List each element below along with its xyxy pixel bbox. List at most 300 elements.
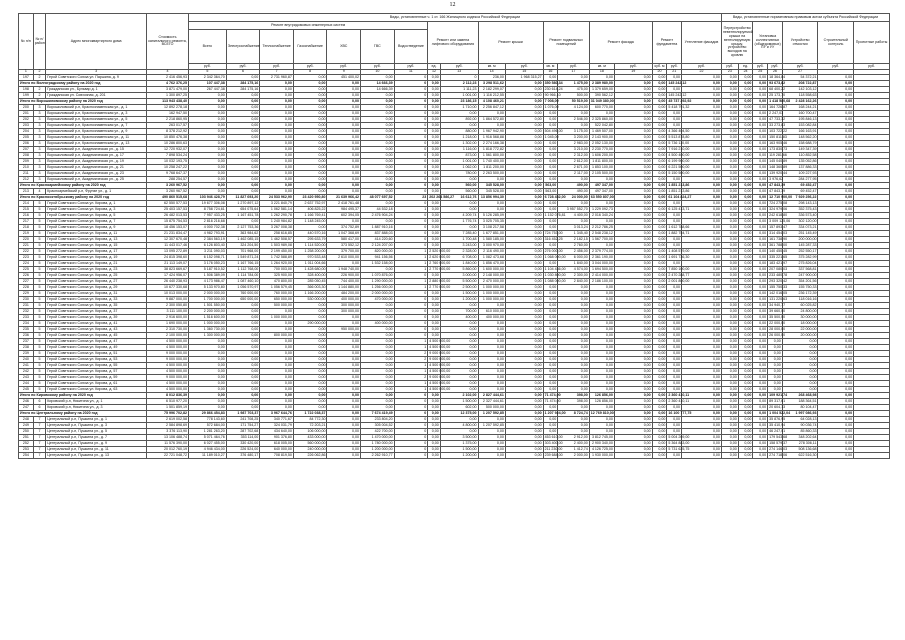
row-value: 0,00 [818,273,854,279]
row-value: 168 244,21 [782,105,818,111]
row-value: 0,00 [293,153,327,159]
row-address: Герой Советского Союза ул. Кирова, д. 17 [46,249,147,255]
row-index: 200 [19,105,34,111]
row-value: 0,00 [738,285,753,291]
row-value: 179 543,68 [769,434,788,439]
row-value: 0,00 [768,363,783,369]
row-value: 2 016 340,24 [589,213,614,219]
row-district: 5 [33,303,46,309]
row-index: 249 [19,423,34,429]
row-value: 0,00 [361,129,395,135]
row-value: 0,00 [327,219,361,225]
row-value: 0,00 [753,291,768,297]
row-value: 0,00 [768,369,783,375]
row-value: 0,00 [614,249,652,255]
row-value: 490,00 [558,183,589,189]
row-value: 984 495,37 [327,207,361,213]
row-value: 0,00 [753,393,768,399]
row-value: 0,00 [818,339,854,345]
row-value: 0,00 [505,399,543,405]
column-number: 10 [361,70,395,75]
row-value: 0,00 [188,99,226,105]
row-value: 0,00 [260,363,294,369]
row-value: 0,00 [738,249,753,255]
row-value: 285 050,45 [293,279,327,285]
row-value: 0,00 [652,381,667,387]
row-value: 22 721 048,72 [147,453,189,459]
row-value: 298 143,13 [782,201,818,207]
row-value: 0,00 [652,369,667,375]
row-value: 0,00 [753,225,768,231]
row-value: 0,00 [260,345,294,351]
row-address: Герой Советского Союза ул. Кирова, д. 33 [46,297,147,303]
row-value: 164 726,87 [769,104,788,109]
row-value: 0 [394,177,428,183]
row-value: 0,00 [652,297,667,303]
row-address: Центральный р-н, Пушкина ул., д. 5 [46,429,147,435]
row-value: 0,00 [327,159,361,165]
row-value: 0,00 [682,249,722,255]
row-value: 6 152 098,71 [188,255,226,261]
row-value: 0,00 [505,375,543,381]
row-value: 0,00 [818,159,854,165]
row-value: 1 742 588,89 [260,255,294,261]
row-address: Герой Советского Союза ул. Кирова, д. 25 [46,273,147,279]
row-value: 0,00 [327,117,361,123]
row-value: 0,00 [721,345,738,351]
row-value: 0,00 [293,171,327,177]
row-index: 209 [19,159,34,165]
subtotal-label: Итого по Ворошиловскому району на 2020 год [19,99,147,105]
row-value: 0 [394,105,428,111]
row-value: 0,00 [505,405,543,411]
row-value: 0,00 [721,159,738,165]
row-value: 0,00 [614,141,652,147]
row-district: 3 [33,123,46,129]
row-value: 0,00 [428,159,441,165]
row-value: 1 068 000,00 [544,254,566,259]
row-value: 0,00 [226,321,260,327]
row-value: 1 011 004,66 [293,261,327,267]
row-value: 2 916 600,00 [147,315,189,321]
row-district: 5 [33,249,46,255]
row-value: 0,00 [361,339,395,345]
row-value: 0,00 [440,207,478,213]
row-value: 0 [394,129,428,135]
row-address: Герой Советского Союза ул. Кирова, д. 63 [46,387,147,393]
row-value: 0,00 [652,315,667,321]
row-value: 0,00 [428,321,441,327]
row-value: 1 600 000,00 [478,267,505,273]
column-number: 21 [667,70,682,75]
row-value: 0,00 [558,201,589,207]
row-value: 0,00 [682,369,722,375]
row-value: 2 300 050,80 [147,303,189,309]
row-value: 4 500 400,00 [668,152,690,157]
row-value: 1 056 579,45 [260,285,294,291]
row-value: 0,00 [505,153,543,159]
row-value: 0,00 [558,303,589,309]
row-value: 0,00 [543,327,558,333]
row-value: 0,00 [188,363,226,369]
row-value: 21 639 966,42 [327,195,361,201]
row-value: 0,00 [478,339,505,345]
row-value: 0,00 [293,87,327,93]
row-value: 0,00 [440,303,478,309]
row-value: 650 000,00 [260,297,294,303]
row-value: 0,00 [293,375,327,381]
row-value: 4 500 000,00 [429,362,451,367]
row-value: 0,00 [558,123,589,129]
row-value: 230 614,24 [544,86,563,91]
row-value: 0,00 [818,153,854,159]
row-value: 2 416 456,93 [147,75,189,81]
row-address: Ворошиловский р-н, Академическая ул., д. 19 [46,159,147,165]
row-index: 254 [19,453,34,459]
row-value: 0,00 [614,327,652,333]
row-value: 251 145,49 [782,231,818,237]
row-value: 0,00 [428,81,441,87]
row-value: 0,00 [260,135,294,141]
row-index: 243 [19,375,34,381]
row-value: 0,00 [614,195,652,201]
row-index: 238 [19,345,34,351]
row-value: 0,00 [327,135,361,141]
row-value: 0,00 [721,195,738,201]
row-value: 1 500,00 [440,399,478,405]
row-value: 0,00 [721,297,738,303]
row-index: 202 [19,117,34,123]
row-value: 1 111,23 [440,87,478,93]
row-value: 0,00 [738,291,753,297]
row-value: 0,00 [721,387,738,393]
row-value: 0,00 [226,363,260,369]
row-value: 171 754,27 [226,423,260,429]
row-value: 0,00 [589,345,614,351]
row-value: 0 [394,393,428,399]
row-value: 10 850 476,38 [147,135,189,141]
row-value: 0,00 [478,207,505,213]
row-value: 0,00 [293,309,327,315]
row-value: 0,00 [505,231,543,237]
row-value: 0,00 [505,309,543,315]
row-value: 0,00 [361,267,395,273]
row-value: 0,00 [682,147,722,153]
row-value: 0,00 [738,411,753,417]
row-value: 0,00 [543,423,558,429]
row-value: 1 503 989,08 [260,243,294,249]
row-value: 0,00 [652,339,667,345]
row-value: 0,00 [753,429,768,435]
row-value: 0,00 [260,171,294,177]
row-value: 0,00 [753,171,768,177]
row-value: 239 684,00 [544,452,563,457]
row-value: 1 112 768,00 [226,267,260,273]
row-value: 0,00 [614,93,652,99]
row-value: 0,00 [293,333,327,339]
row-value: 0,00 [818,357,854,363]
row-value: 0,00 [543,303,558,309]
row-index: 246 [19,399,34,405]
row-value: 0,00 [558,339,589,345]
row-value: 0 [394,135,428,141]
row-value: 0,00 [721,165,738,171]
row-value: 2 327 444,61 [478,399,505,405]
row-value: 3 013,24 [558,225,589,231]
row-value: 0,00 [753,327,768,333]
row-value: 0,00 [818,117,854,123]
row-value: 1 606 200,00 [589,153,614,159]
row-value: 0,00 [682,399,722,405]
row-value: 0,00 [361,105,395,111]
header-gas: Газоснабжение [293,30,327,64]
row-district: 7 [33,453,46,459]
row-value: 0,00 [818,213,854,219]
row-value: 0,00 [589,417,614,423]
row-value: 0,00 [682,255,722,261]
row-value: 0,00 [682,153,722,159]
row-value: 0,00 [652,177,667,183]
row-value: 0,00 [226,93,260,99]
row-value: 142 016,05 [769,290,788,295]
row-value: 0,00 [667,75,682,81]
row-value: 0,00 [753,141,768,147]
row-value: 0,00 [614,243,652,249]
row-value: 0,00 [682,99,722,105]
row-value: 1 475,00 [558,81,589,87]
row-value: 873,00 [440,153,478,159]
row-value: 0,00 [188,135,226,141]
row-value: 0,00 [558,369,589,375]
row-value: 0,00 [226,333,260,339]
unit: руб. [226,64,260,70]
row-value: 0,00 [260,387,294,393]
row-value: 0,00 [188,375,226,381]
row-value: 145 040,89 [769,158,788,163]
row-district: 7 [33,423,46,429]
row-value: 1 300 000,00 [188,333,226,339]
row-value: 0,00 [543,297,558,303]
row-value: 0,00 [682,363,722,369]
subtotal-label: Итого по Центральному району на 2020 год [19,411,147,417]
row-address: Ворошиловский р-н, Краснознаменская ул., д. 1 [46,105,147,111]
row-value: 0,00 [682,219,722,225]
row-value: 71 474,00 [544,398,561,403]
row-value: 708 819,50 [260,453,294,459]
row-value: 0,00 [440,327,478,333]
row-value: 0,00 [682,129,722,135]
row-value: 1 428 680,00 [293,267,327,273]
row-value: 0 [394,417,428,423]
row-value: 7 916 210,00 [668,146,690,151]
row-value: 0,00 [753,123,768,129]
row-value: 3 376 113,90 [147,429,189,435]
row-value: 1 612 788,66 [668,224,690,229]
row-value: 1 722 038,37 [293,411,327,417]
row-value: 0,00 [721,105,738,111]
header-lift: Ремонт или замена лифтового оборудования [428,22,478,64]
row-value: 2 102,00 [440,393,478,399]
row-value: 0,00 [226,315,260,321]
row-value: 1 264 920,00 [260,261,294,267]
row-value: 1 851 213,86 [668,182,690,187]
row-value: 0,00 [260,189,294,195]
row-value: 0,00 [293,135,327,141]
row-value: 0,00 [428,135,441,141]
row-value: 0,00 [652,447,667,453]
row-value: 2 200 000,00 [188,309,226,315]
row-value: 12 769 810,00 [590,410,614,415]
row-value: 2 001 800,00 [668,278,690,283]
row-value: 0,00 [738,237,753,243]
row-value: 110 852,58 [782,153,818,159]
row-value: 2 [394,375,428,381]
row-value: 580 417,00 [327,237,361,243]
row-value: 0,00 [682,393,722,399]
row-value: 0,00 [428,441,441,447]
row-value: 9 000 000,00 [147,357,189,363]
header-group-engineering: Ремонт внутридомовых инженерных систем [188,22,427,30]
row-index: 221 [19,243,34,249]
row-value: 5 736 110,00 [668,140,690,145]
row-value: 0,00 [589,375,614,381]
row-value: 10 286 800,63 [147,141,189,147]
unit: руб. [505,64,543,70]
row-district: 3 [33,117,46,123]
row-value: 0,00 [505,453,543,459]
row-index: 240 [19,357,34,363]
row-value: 0,00 [558,75,589,81]
row-value: 0,00 [738,429,753,435]
row-value: 0,00 [667,357,682,363]
row-value: 10 258 247,22 [147,165,189,171]
row-district: 5 [33,201,46,207]
row-value: 701 968,00 [226,249,260,255]
row-index: 230 [19,297,34,303]
row-value: 0,00 [738,153,753,159]
row-value: 0,00 [721,177,738,183]
row-value: 0,00 [738,387,753,393]
row-value: 0,00 [738,141,753,147]
row-value: 0,00 [738,393,753,399]
row-value: 0,00 [818,243,854,249]
row-index: 208 [19,153,34,159]
row-value: 2 247,03 [769,110,784,115]
row-value: 0,00 [428,99,441,105]
row-value: 0,00 [589,357,614,363]
row-address: Герой Советского Союза ул. Кирова, д. 13 [46,237,147,243]
row-value: 0,00 [478,201,505,207]
row-value: 0,00 [478,369,505,375]
row-value: 0,00 [753,441,768,447]
row-value: 0,00 [753,111,768,117]
row-value: 0,00 [738,327,753,333]
row-value: 0,00 [614,453,652,459]
row-value: 0,00 [440,357,478,363]
row-district: 5 [33,279,46,285]
row-value: 0,00 [188,399,226,405]
row-value: 0,00 [558,321,589,327]
row-value: 0,00 [738,363,753,369]
column-number: 22 [682,70,722,75]
row-value: 0,00 [543,309,558,315]
row-value: 0,00 [226,153,260,159]
row-value: 0,00 [721,303,738,309]
row-value: 0,00 [478,351,505,357]
row-value: 4 500 000,00 [147,387,189,393]
row-value: 0 [394,309,428,315]
row-index: 244 [19,381,34,387]
row-value: 0,00 [682,159,722,165]
row-value: 0 [394,201,428,207]
row-district: 5 [33,273,46,279]
row-value: 0,00 [188,111,226,117]
column-number: 2 [33,70,46,75]
row-value: 0,00 [428,153,441,159]
row-value: 0,00 [505,327,543,333]
row-value: 0,00 [753,339,768,345]
row-value: 0,00 [753,315,768,321]
row-value: 0,00 [782,387,818,393]
row-value: 0,00 [327,387,361,393]
row-value: 0,00 [293,141,327,147]
row-value: 0 [394,411,428,417]
row-value: 22 000,00 [782,327,818,333]
header-facade: Ремонт фасада [589,22,652,64]
row-value: 0,00 [428,273,441,279]
row-value: 330 420,00 [226,441,260,447]
row-value: 530 000,00 [293,297,327,303]
row-value: 0,00 [558,297,589,303]
unit: руб. [394,64,428,70]
row-value: 303 400,00 [544,440,563,445]
row-value: 1 677 851,00 [478,231,505,237]
row-value: 0 [394,81,428,87]
row-value: 0,00 [738,111,753,117]
row-district: 5 [33,255,46,261]
row-address: Герой Советского Союза ул. Кирова, д. 53 [46,357,147,363]
column-number: 16 [543,70,558,75]
row-value: 1 740 400,00 [478,159,505,165]
row-district: 5 [33,267,46,273]
row-value: 0,00 [558,357,589,363]
row-value: 305 004,52 [361,423,395,429]
row-value: 0,00 [505,267,543,273]
row-value: 1 690 000,00 [147,321,189,327]
row-value: 3 200,00 [558,135,589,141]
row-value: 30 000,00 [782,315,818,321]
row-value: 7 285,40 [440,231,478,237]
row-address: Ворошиловский р-н, Краснознаменская ул., д. 13 [46,141,147,147]
column-number: 23 [721,70,738,75]
row-value: 0,00 [188,93,226,99]
row-index: 207 [19,147,34,153]
row-value: 0,00 [361,135,395,141]
row-value: 0,00 [614,201,652,207]
row-value: 48 077 697,52 [361,195,395,201]
row-value: 0,00 [652,291,667,297]
row-value: 0,00 [361,405,395,411]
row-value: 2 274 166,38 [478,141,505,147]
row-value: 610 000,00 [478,309,505,315]
row-value: 2 182 299,07 [478,87,505,93]
row-value: 0,00 [327,381,361,387]
row-value: 89 317,61 [769,398,786,403]
row-district: 5 [33,327,46,333]
row-value: 46 247,01 [769,428,786,433]
row-value: 941 156,56 [361,255,395,261]
row-value: 13 095 272,89 [147,249,189,255]
